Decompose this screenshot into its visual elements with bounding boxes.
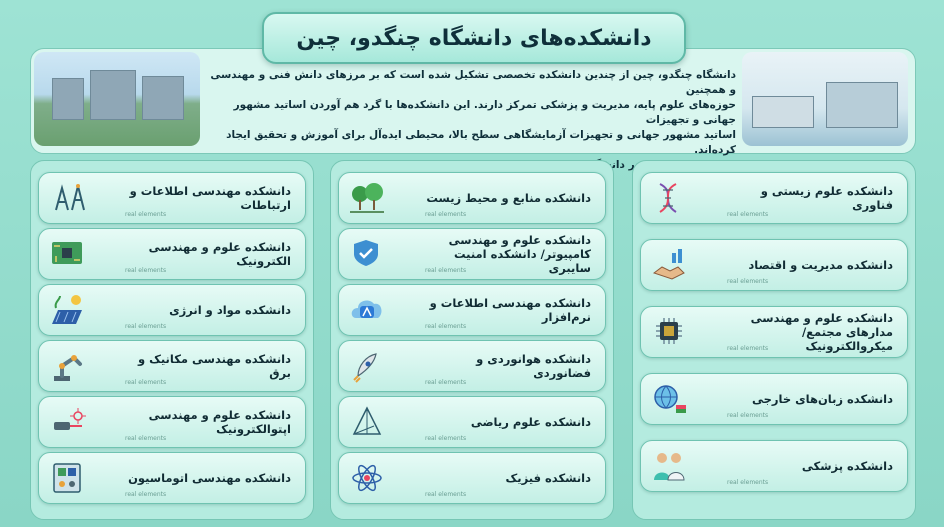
handshake-chart-icon [649,246,689,284]
doctors-icon [649,447,689,485]
faculty-card [338,452,606,504]
watermark-text: real elements [727,345,769,352]
watermark-text: real elements [727,412,769,419]
watermark-text: real elements [425,211,467,218]
antenna-icon [47,179,87,217]
watermark-text: real elements [425,491,467,498]
faculty-card [640,239,908,291]
faculty-card [38,340,306,392]
faculty-card [338,172,606,224]
globe-books-icon [649,380,689,418]
circuit-board-icon [47,235,87,273]
faculty-name: دانشکده علوم ریاضی [470,415,591,429]
intro-text [206,68,736,173]
robot-arm-icon [47,347,87,385]
faculty-card [640,306,908,358]
control-panel-icon [47,459,87,497]
faculty-name: دانشکده مهندسی مکانیک و برق [137,352,291,380]
faculty-name: دانشکده مهندسی اتوماسیون [128,471,291,485]
trees-icon [347,179,387,217]
geometry-icon [347,403,387,441]
faculty-name: دانشکده علوم و مهندسی کامپیوتر/ دانشکده امنیت سایبری [448,233,591,275]
faculty-name: دانشکده علوم زیستی و فناوری [760,184,893,212]
faculty-card [338,340,606,392]
faculty-card [38,452,306,504]
faculty-card [38,172,306,224]
atom-telescope-icon [347,459,387,497]
faculty-name: دانشکده پزشکی [801,459,893,473]
cloud-app-icon [347,291,387,329]
laser-icon [47,403,87,441]
watermark-text: real elements [125,323,167,330]
faculty-card [640,373,908,425]
faculty-card [38,396,306,448]
intro-line: حوزه‌های علوم پایه، مدیریت و پزشکی تمرکز دارند. این دانشکده‌ها با گرد هم آوردن اساتید مشهور جهانی و تجهیزات [233,99,736,126]
watermark-text: real elements [125,379,167,386]
faculty-name: دانشکده مواد و انرژی [169,303,291,317]
watermark-text: real elements [125,435,167,442]
watermark-text: real elements [425,379,467,386]
rocket-satellite-icon [347,347,387,385]
watermark-text: real elements [425,435,467,442]
faculty-name: دانشکده فیزیک [505,471,591,485]
faculty-card [338,396,606,448]
faculty-card [640,440,908,492]
dna-microscope-icon [649,179,689,217]
faculty-name: دانشکده مهندسی اطلاعات و ارتباطات [129,184,291,212]
faculty-card [338,284,606,336]
faculty-name: دانشکده مهندسی اطلاعات و نرم‌افزار [429,296,591,324]
faculty-card [338,228,606,280]
page-title: دانشکده‌های دانشگاه چنگدو، چین [262,12,686,64]
watermark-text: real elements [425,267,467,274]
faculty-name: دانشکده علوم و مهندسی اپتوالکترونیک [148,408,291,436]
faculty-name: دانشکده علوم و مهندسی الکترونیک [148,240,291,268]
faculty-name: دانشکده منابع و محیط زیست [426,191,591,205]
solar-panel-icon [47,291,87,329]
watermark-text: real elements [727,211,769,218]
watermark-text: real elements [125,267,167,274]
faculty-name: دانشکده زبان‌های خارجی [751,392,893,406]
watermark-text: real elements [727,278,769,285]
faculty-name: دانشکده علوم و مهندسی مدارهای مجتمع/ میکروالکترونیک [750,311,893,353]
faculty-name: دانشکده مدیریت و اقتصاد [748,258,893,272]
watermark-text: real elements [125,491,167,498]
faculty-card [640,172,908,224]
watermark-text: real elements [425,323,467,330]
watermark-text: real elements [125,211,167,218]
chip-icon [649,313,689,351]
intro-line: دانشگاه چنگدو، چین از چندین دانشکده تخصصی تشکیل شده است که بر مرزهای دانش فنی و مهندسی و همچنین [210,69,736,96]
intro-line: اساتید مشهور جهانی و تجهیزات آزمایشگاهی سطح بالا، محیطی ایده‌آل برای آموزش و تحقیق ایجاد کرده‌اند. [226,129,736,156]
faculty-name: دانشکده هوانوردی و فضانوردی [476,352,591,380]
watermark-text: real elements [727,479,769,486]
laptop-shield-icon [347,235,387,273]
faculty-card [38,228,306,280]
faculty-card [38,284,306,336]
campus-photo [34,52,200,146]
lab-photo [742,52,908,146]
